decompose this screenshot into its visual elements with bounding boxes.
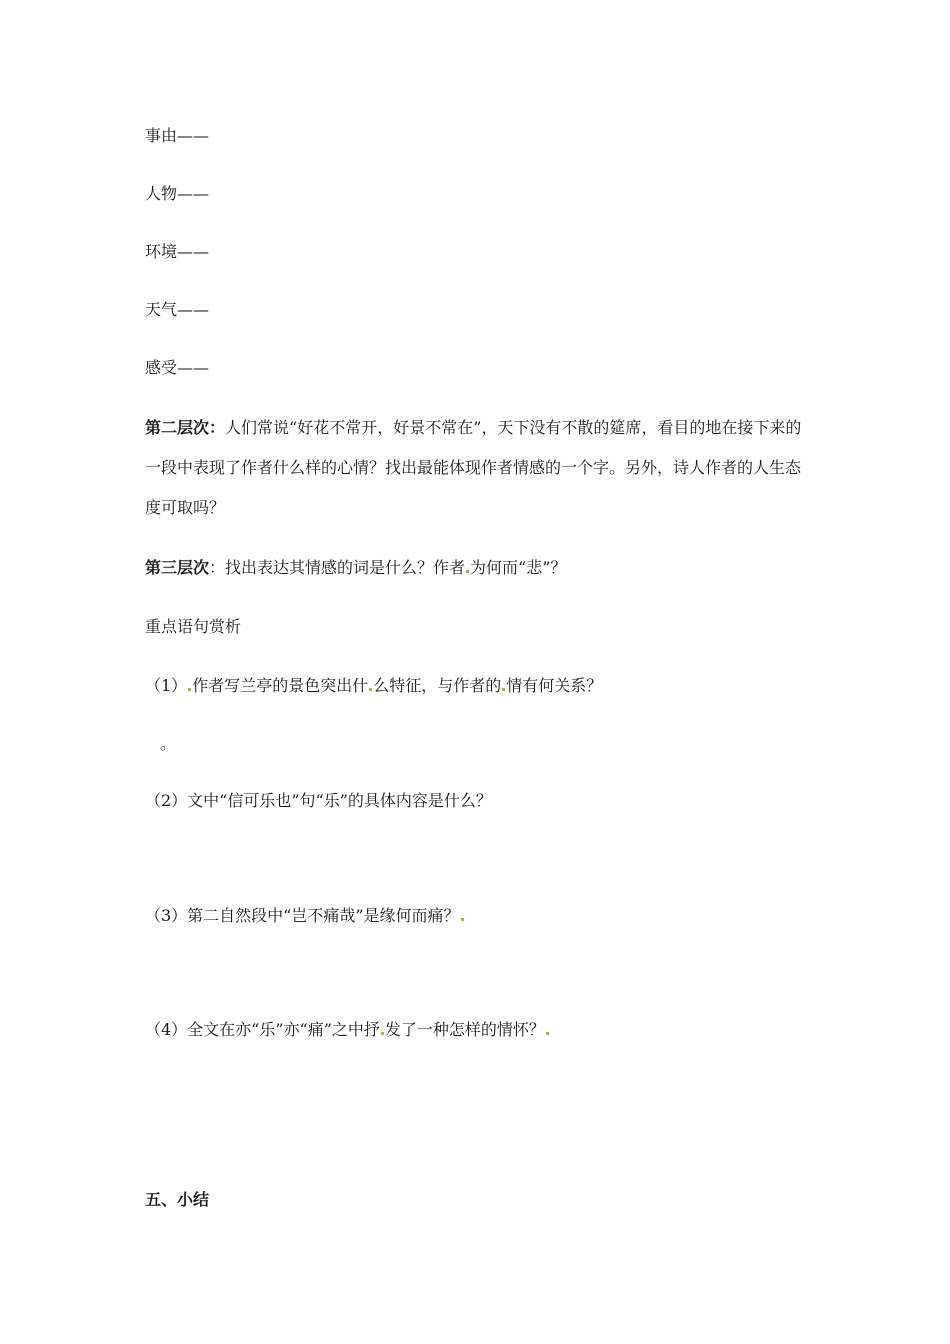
question-3-text: （3）第二自然段中“岂不痛哉”是缘何而痛？ [145,906,460,925]
question-4-text-b: 发了一种怎样的情怀？ [384,1020,545,1039]
question-1-text-c: 情有何关系？ [506,676,603,695]
question-1 [145,676,602,696]
layer2-text: 人们常说“好花不常开，好景不常在”，天下没有不散的筵席，看目的地在接下来的一段中表现了作者什么样的心情？找出最能体现作者情感的一个字。另外，诗人作者的人生态度可取吗？ [145,418,802,517]
item-ganshou: 感受—— [145,358,210,377]
item-shiyou: 事由—— [145,126,210,145]
edit-mark-icon [188,688,191,691]
question-3 [145,906,465,926]
edit-mark-icon [546,1032,549,1035]
question-1-text-a: 作者写兰亭的景色突出什 [192,676,369,695]
layer3-label: 第三层次 [145,558,210,577]
item-renwu: 人物—— [145,184,210,203]
edit-mark-icon [369,688,372,691]
layer3-text-b: 为何而“悲”？ [470,558,567,577]
question-4 [145,1020,550,1040]
question-4-text-a: （4）全文在亦“乐”亦“痛”之中抒 [145,1020,380,1039]
question-1-prefix: （1） [145,676,188,695]
section-5-heading: 五、小结 [145,1190,210,1209]
edit-mark-icon [461,918,464,921]
layer3-paragraph [145,558,566,578]
question-1-answer: 。 [160,734,177,753]
question-2: （2）文中“信可乐也”句“乐”的具体内容是什么？ [145,791,492,810]
edit-mark-icon [502,688,505,691]
question-1-text-b: 么特征，与作者的 [373,676,502,695]
layer2-label: 第二层次： [145,418,226,437]
layer2-paragraph [145,408,805,528]
edit-mark-icon [381,1032,384,1035]
key-sentences-title: 重点语句赏析 [145,617,242,636]
layer3-text-a: ：找出表达其情感的词是什么？作者 [209,558,466,577]
item-tianqi: 天气—— [145,300,210,319]
item-huanjing: 环境—— [145,242,210,261]
edit-mark-icon [466,570,469,573]
